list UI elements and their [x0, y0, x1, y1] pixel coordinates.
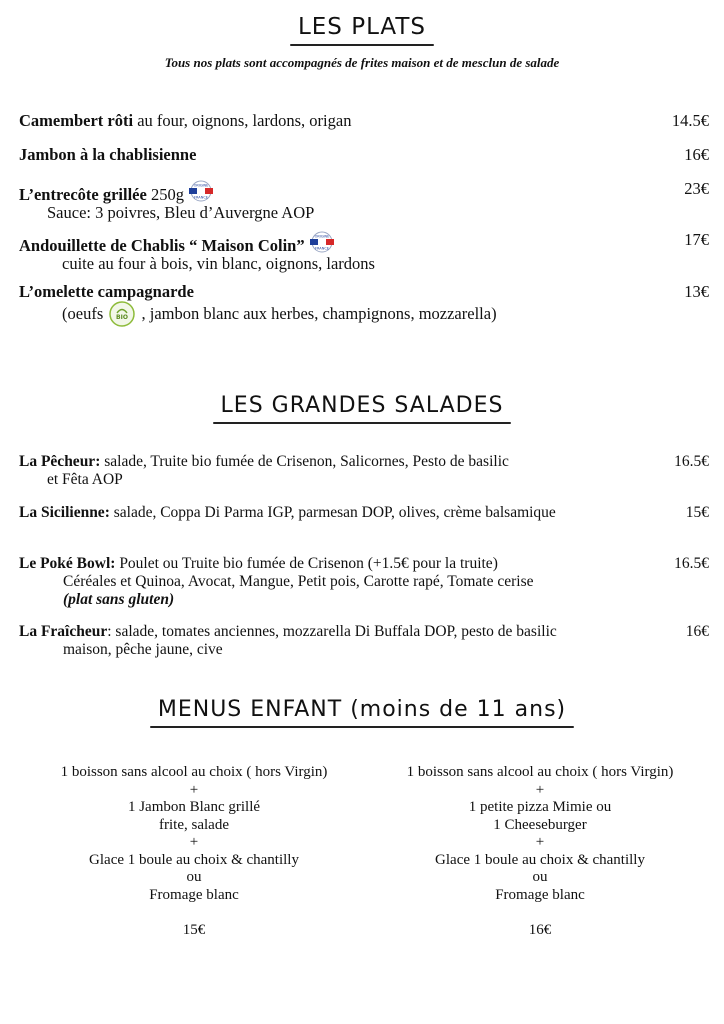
origine-label: ORIGINE — [314, 234, 329, 239]
item-name: Le Poké Bowl: — [19, 555, 116, 572]
menu-item — [19, 283, 709, 327]
france-label: FRANCE — [193, 195, 208, 200]
kids-line: Glace 1 boule au choix & chantilly — [89, 851, 299, 868]
item-desc: 250g — [146, 185, 184, 204]
menu-item — [19, 231, 709, 273]
item-sub: maison, pêche jaune, cive — [63, 641, 223, 658]
plats-heading — [0, 14, 724, 40]
item-sub-before: (oeufs — [62, 304, 108, 323]
menu-item — [19, 504, 709, 522]
origine-france-icon — [307, 231, 337, 253]
salades-heading — [0, 393, 724, 418]
origine-label: ORIGINE — [193, 183, 209, 188]
item-note: (plat sans gluten) — [63, 591, 175, 608]
menu-item — [19, 180, 709, 222]
item-desc: au four, oignons, lardons, origan — [133, 111, 352, 130]
item-sub: cuite au four à bois, vin blanc, oignons, lardons — [62, 254, 375, 273]
item-price: 16€ — [684, 145, 709, 164]
kids-line: 1 boisson sans alcool au choix ( hors Virgin) — [60, 764, 328, 780]
item-price: 16.5€ — [674, 453, 709, 470]
kids-price: 15€ — [182, 922, 206, 938]
menu-item — [19, 623, 709, 659]
item-name: Andouillette de Chablis “ Maison Colin” — [19, 236, 305, 255]
item-desc: : salade, tomates anciennes, mozzarella Di Buffala DOP, pesto de basilic — [107, 623, 557, 640]
item-desc: Poulet ou Truite bio fumée de Crisenon (+1.5€ pour la truite) — [115, 555, 498, 572]
origine-france-icon — [186, 180, 216, 202]
item-name: La Pêcheur: — [19, 453, 101, 470]
france-label: FRANCE — [314, 246, 329, 251]
kids-line: + — [189, 781, 199, 798]
enfants-heading — [0, 697, 724, 722]
menu-item — [19, 453, 709, 489]
kids-line: ou — [186, 869, 202, 885]
item-sub: Céréales et Quinoa, Avocat, Mangue, Petit pois, Carotte rapé, Tomate cerise — [63, 573, 534, 590]
kids-menu-1 — [29, 764, 359, 940]
kids-line: 1 Cheeseburger — [493, 816, 587, 833]
item-price: 14.5€ — [671, 111, 709, 130]
item-name: La Sicilienne: — [19, 504, 110, 521]
menu-item — [19, 112, 709, 130]
item-price: 23€ — [684, 179, 709, 198]
bio-icon — [109, 301, 135, 327]
item-name: Jambon à la chablisienne — [19, 145, 197, 164]
item-price: 15€ — [685, 504, 709, 521]
item-name: L’omelette campagnarde — [19, 282, 194, 301]
kids-line: + — [535, 781, 545, 798]
item-name: L’entrecôte grillée — [19, 185, 147, 204]
item-price: 17€ — [684, 230, 709, 249]
item-price: 13€ — [684, 282, 709, 301]
item-sub: Sauce: 3 poivres, Bleu d’Auvergne AOP — [47, 203, 315, 222]
menu-item — [19, 555, 709, 609]
salades-title: LES GRANDES SALADES — [213, 393, 512, 418]
kids-line: + — [535, 834, 545, 850]
kids-price: 16€ — [528, 922, 552, 938]
item-name: Camembert rôti — [19, 111, 134, 130]
kids-line: frite, salade — [159, 816, 229, 833]
kids-line: Fromage blanc — [495, 886, 585, 903]
kids-line: + — [189, 834, 199, 850]
menu-item — [19, 146, 709, 164]
kids-line: Glace 1 boule au choix & chantilly — [435, 851, 645, 868]
enfants-title: MENUS ENFANT (moins de 11 ans) — [150, 697, 574, 722]
kids-line: 1 petite pizza Mimie ou — [468, 799, 612, 815]
item-sub-after: , jambon blanc aux herbes, champignons, mozzarella) — [137, 304, 497, 323]
kids-menu-2 — [375, 764, 705, 940]
bio-label: BIO — [116, 314, 129, 321]
kids-line: ou — [532, 869, 548, 885]
plats-subtitle: Tous nos plats sont accompagnés de frites maison et de mesclun de salade — [164, 55, 560, 70]
plats-title: LES PLATS — [290, 14, 434, 40]
kids-line: Fromage blanc — [149, 886, 239, 903]
item-name: La Fraîcheur — [19, 623, 108, 640]
item-desc: salade, Truite bio fumée de Crisenon, Salicornes, Pesto de basilic — [100, 453, 509, 470]
kids-line: 1 boisson sans alcool au choix ( hors Virgin) — [406, 764, 674, 780]
item-price: 16.5€ — [674, 555, 709, 572]
kids-line: 1 Jambon Blanc grillé — [127, 799, 261, 815]
item-desc: salade, Coppa Di Parma IGP, parmesan DOP, olives, crème balsamique — [109, 504, 556, 521]
item-price: 16€ — [685, 623, 709, 640]
item-sub: et Fêta AOP — [47, 471, 123, 488]
